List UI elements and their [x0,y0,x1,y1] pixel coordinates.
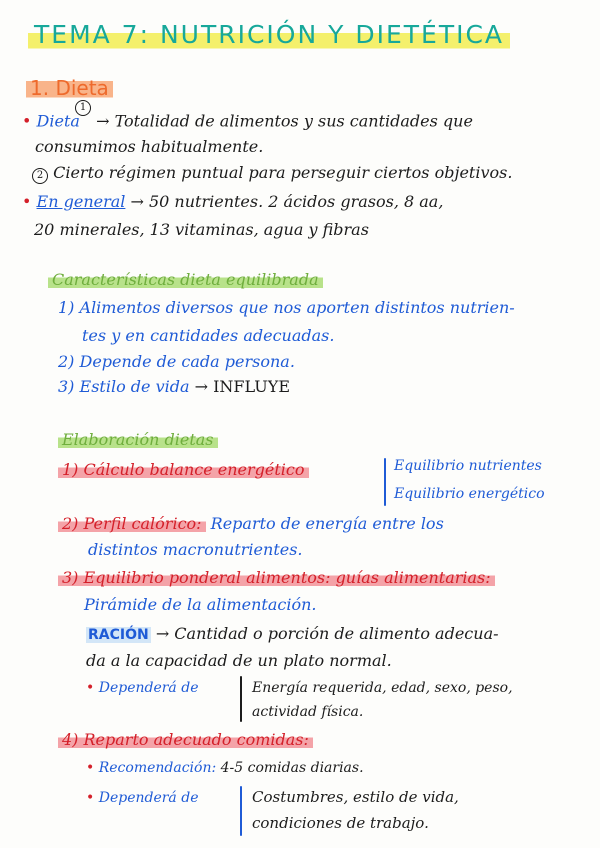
racion-text1: → Cantidad o porción de alimento adecua- [155,624,499,643]
elab-item2-text2: distintos macronutrientes. [88,540,303,559]
dieta-def1-cont: consumimos habitualmente. [35,137,264,156]
elab-item2-text: Reparto de energía entre los [210,514,444,533]
depende-label-wrap [86,680,198,696]
section-heading-dieta: 1. Dieta [26,76,113,100]
bracket-icon [384,458,386,506]
elab-item4: 4) Reparto adecuado comidas: [58,730,313,749]
dieta-def1-text: → Totalidad de alimentos y sus cantidades que [96,111,473,131]
elab-item1-sub1: Equilibrio nutrientes [394,458,542,474]
caract-item1b: tes y en cantidades adecuadas. [82,326,335,345]
bullet-icon: • [22,192,32,211]
bullet-icon: • [86,680,95,696]
elab-item1-sub2: Equilibrio energético [394,486,545,502]
marker-one: 1 [75,100,91,116]
depende2-text2: condiciones de trabajo. [252,814,429,832]
depende-text1: Energía requerida, edad, sexo, peso, [252,680,513,696]
racion-text2: da a la capacidad de un plato normal. [86,651,392,670]
elab-item1: 1) Cálculo balance energético [58,460,309,479]
racion-line [86,624,499,643]
caract-item2: 2) Depende de cada persona. [58,352,295,371]
elaboracion-heading: Elaboración dietas [58,430,218,449]
en-general-label: En general [36,192,126,211]
caracteristicas-heading: Características dieta equilibrada [48,270,323,289]
dieta-def2-text: Cierto régimen puntual para perseguir ciertos objetivos. [53,163,513,182]
depende2-label: Dependerá de [98,790,199,806]
dieta-label: Dieta [36,111,80,131]
caract-item1a: 1) Alimentos diversos que nos aporten distintos nutrien- [58,298,515,317]
depende2-text1: Costumbres, estilo de vida, [252,788,459,806]
caract-item3-influye: → INFLUYE [194,377,290,396]
recomendacion-text: 4-5 comidas diarias. [220,760,364,776]
elab-item3: 3) Equilibrio ponderal alimentos: guías alimentarias: [58,568,495,587]
bullet-icon: • [22,111,32,131]
bracket-icon [240,786,242,836]
depende2-label-wrap [86,790,198,806]
recomendacion-label: Recomendación: [98,760,217,776]
caract-item3-label: 3) Estilo de vida [58,377,190,396]
bullet-icon: • [86,760,95,776]
page-title: TEMA 7: NUTRICIÓN Y DIETÉTICA [28,18,510,51]
depende-label: Dependerá de [98,680,199,696]
elab-item3-text: Pirámide de la alimentación. [84,595,317,614]
marker-two: 2 [32,168,48,184]
dieta-definition-2 [32,163,512,184]
elab-item2-label: 2) Perfil calórico: [58,514,206,533]
en-general-text2: 20 minerales, 13 vitaminas, agua y fibras [34,220,369,239]
en-general-text1: → 50 nutrientes. 2 ácidos grasos, 8 aa, [130,192,444,211]
depende-text2: actividad física. [252,704,364,720]
bracket-icon [240,676,242,722]
recomendacion-line [86,760,364,776]
bullet-icon: • [86,790,95,806]
racion-label: RACIÓN [88,627,149,643]
en-general-line [22,192,443,211]
dieta-definition-1 [22,102,473,131]
elab-item2 [58,514,444,533]
caract-item3 [58,377,290,396]
